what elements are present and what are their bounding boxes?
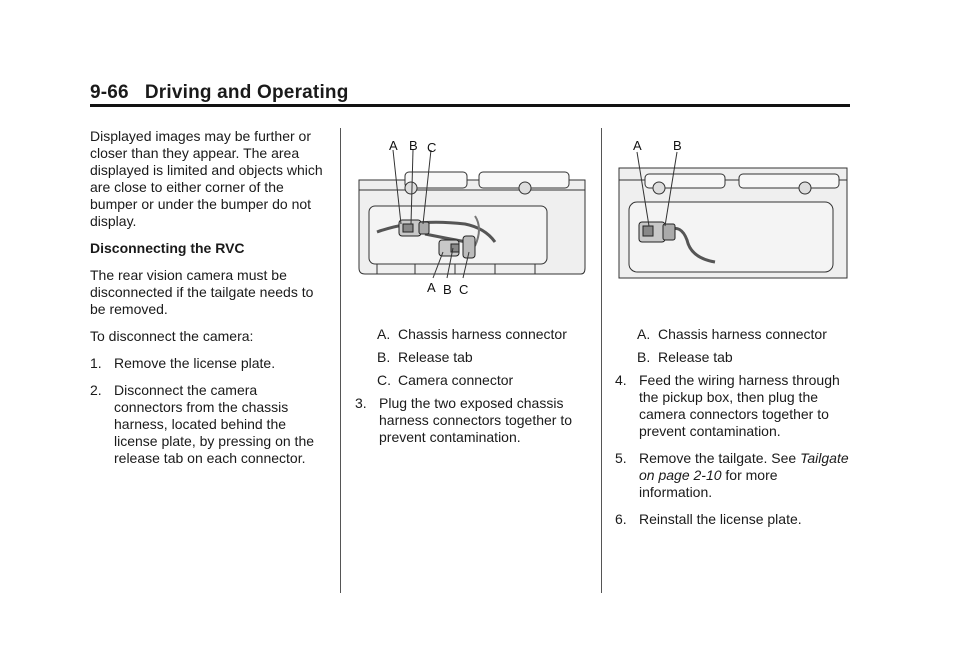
callout-label: A: [633, 138, 642, 153]
callout-label: A: [427, 280, 436, 295]
step-text: Feed the wiring harness through the pickup box, then plug the camera connectors together to prevent contamination.: [639, 372, 840, 439]
callout-label: C: [427, 140, 437, 155]
intro-paragraph: Displayed images may be further or closer than they appear. The area displayed is limited and objects which are close to either corner of the bumper or under the bumper do not display.: [90, 128, 323, 229]
column-1: [90, 128, 328, 477]
step-text: Reinstall the license plate.: [639, 511, 802, 527]
section-heading: Disconnecting the RVC: [90, 240, 245, 256]
legend-text: Release tab: [398, 349, 473, 365]
connector-illustration-1: [355, 128, 587, 308]
legend-item: [355, 349, 587, 366]
step-item: [355, 395, 587, 446]
step-text-before: Remove the tailgate. See: [639, 450, 801, 466]
legend-item: [615, 349, 850, 366]
legend-item: [355, 372, 587, 389]
page-header: [90, 82, 850, 104]
legend-text: Chassis harness connector: [398, 326, 567, 342]
section-title: Driving and Operating: [144, 82, 349, 103]
step-text: Remove the license plate.: [114, 355, 276, 371]
header-rule: [90, 104, 850, 107]
legend-letter: C.: [377, 372, 391, 388]
legend-text: Release tab: [658, 349, 733, 365]
legend-letter: A.: [637, 326, 651, 342]
column-divider-1: [340, 128, 341, 593]
legend-letter: B.: [637, 349, 651, 365]
legend-letter: B.: [377, 349, 391, 365]
callout-label: C: [459, 282, 469, 297]
column-2: [355, 128, 587, 456]
step-number: 1.: [90, 355, 102, 371]
step-item: [90, 355, 328, 372]
step-item: [90, 382, 328, 467]
step-number: 3.: [355, 395, 367, 411]
callout-label: B: [443, 282, 452, 297]
step-number: 5.: [615, 450, 627, 466]
column-divider-2: [601, 128, 602, 593]
step-text: Disconnect the camera connectors from the chassis harness, located behind the license plate, by pressing on the release tab on each connector.: [114, 382, 315, 466]
step-number: 4.: [615, 372, 627, 388]
step-text-after: for more information.: [639, 467, 778, 500]
body-paragraph: To disconnect the camera:: [90, 328, 254, 344]
callout-label: B: [673, 138, 682, 153]
step-number: 6.: [615, 511, 627, 527]
page-number: 9-66: [90, 82, 129, 103]
body-paragraph: The rear vision camera must be disconnected if the tailgate needs to be removed.: [90, 267, 314, 317]
step-item: [615, 372, 850, 440]
legend-item: [355, 326, 587, 343]
callout-label: B: [409, 138, 418, 153]
step-item: [615, 450, 850, 501]
callout-label: A: [389, 138, 398, 153]
header-title: [90, 82, 850, 104]
legend-letter: A.: [377, 326, 391, 342]
legend-text: Chassis harness connector: [658, 326, 827, 342]
step-text: Plug the two exposed chassis harness connectors together to prevent contamination.: [379, 395, 573, 445]
connector-illustration-2: [615, 128, 850, 308]
legend-item: [615, 326, 850, 343]
column-3: [615, 128, 850, 538]
legend-text: Camera connector: [398, 372, 514, 388]
step-number: 2.: [90, 382, 102, 398]
step-item: [615, 511, 850, 528]
cross-reference-link[interactable]: Tailgate on page 2-10: [639, 450, 849, 483]
